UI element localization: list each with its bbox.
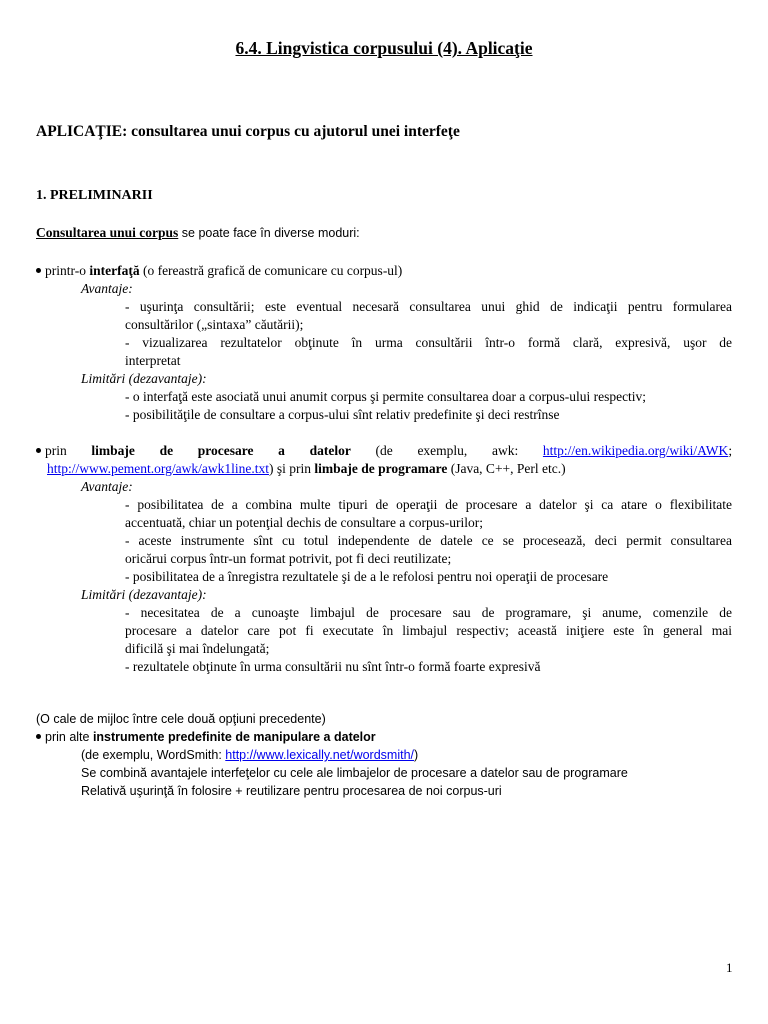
link-awk1line[interactable]: http://www.pement.org/awk/awk1line.txt [47, 461, 269, 476]
bullet-bold: interfaţă [89, 263, 140, 278]
word: prin [45, 443, 67, 458]
word: datelor [309, 443, 351, 458]
link-wordsmith[interactable]: http://www.lexically.net/wordsmith/ [225, 748, 415, 762]
word: limbaje [91, 443, 135, 458]
word: ; [728, 443, 733, 458]
middle-note: (O cale de mijloc între cele două opţiuni precedente) [36, 712, 326, 726]
advantage-line: consultărilor („sintaxa” căutării); [125, 317, 304, 332]
bullet-processing-languages-cont [47, 460, 566, 478]
text: ) [414, 748, 419, 762]
example-line [81, 746, 418, 764]
bullet-icon [36, 734, 41, 739]
bullet-interface [36, 262, 402, 280]
advantage-line: - posibilitatea de a combina multe tipuri de operaţii de procesare a datelor şi ca atare o flexibilitate [125, 497, 732, 512]
advantage-line: - aceste instrumente sînt cu totul independente de datele ce se procesează, deci permit consultarea [125, 533, 732, 548]
bullet-icon [36, 448, 41, 453]
limitation-line: dificilă şi mai îndelungată; [125, 641, 270, 656]
advantages-label: Avantaje: [81, 479, 133, 494]
bold-text: instrumente predefinite de manipulare a datelor [92, 730, 376, 744]
bullet-predefined-tools [36, 728, 376, 746]
limitation-line: - o interfaţă este asociată unui anumit corpus şi permite consultarea doar a corpus-ului respectiv; [125, 389, 647, 404]
section-heading: 1. PRELIMINARII [36, 188, 153, 203]
advantage-line: - uşurinţa consultării; este eventual necesară consultarea unui ghid de indicaţii pentru formularea [125, 299, 732, 314]
intro-bold: Consultarea unui corpus [36, 225, 179, 240]
bullet-processing-languages [36, 442, 732, 460]
limitation-line: - necesitatea de a cunoaşte limbajul de procesare sau de programare, şi anume, comenzile de [125, 605, 732, 620]
limitations-label: Limitări (dezavantaje): [81, 371, 207, 386]
note-line: Relativă uşurinţă în folosire + reutilizare pentru procesarea de noi corpus-uri [81, 784, 502, 798]
advantage-line: accentuată, chiar un potenţial dechis de consultare a corpus-urilor; [125, 515, 483, 530]
advantage-line: oricărui corpus într-un format potrivit, pot fi deci reutilizate; [125, 551, 452, 566]
page-number: 1 [726, 960, 733, 975]
link-wikipedia-awk[interactable]: http://en.wikipedia.org/wiki/AWK [542, 443, 729, 458]
bullet-lead: printr-o [45, 263, 90, 278]
limitations-label: Limitări (dezavantaje): [81, 587, 207, 602]
subtitle: APLICAŢIE: consultarea unui corpus cu ajutorul unei interfeţe [36, 123, 460, 140]
advantage-line: interpretat [125, 353, 181, 368]
word: de [159, 443, 174, 458]
word: exemplu, [417, 443, 468, 458]
word: (de [375, 443, 393, 458]
bullet-icon [36, 268, 41, 273]
word: procesare [197, 443, 254, 458]
text: prin alte [45, 730, 93, 744]
text: (de exemplu, WordSmith: [81, 748, 226, 762]
text: (Java, C++, Perl etc.) [447, 461, 566, 476]
limitation-line: - rezultatele obţinute în urma consultării nu sînt într-o formă foarte expresivă [125, 659, 541, 674]
page-title: 6.4. Lingvistica corpusului (4). Aplicaţie [235, 38, 533, 58]
word: awk: [491, 443, 519, 458]
limitation-line: procesare a datelor care pot fi executate în limbajul respectiv; această iniţiere este în general mai [125, 623, 732, 638]
word: a [278, 443, 285, 458]
bullet-rest: (o fereastră grafică de comunicare cu corpus-ul) [139, 263, 403, 278]
text: ) şi prin [268, 461, 315, 476]
intro-rest: se poate face în diverse moduri: [178, 226, 360, 240]
bold-text: limbaje de programare [314, 461, 448, 476]
advantage-line: - posibilitatea de a înregistra rezultatele şi de a le refolosi pentru noi operaţii de procesare [125, 569, 609, 584]
advantage-line: - vizualizarea rezultatelor obţinute în urma consultării într-o formă clară, expresivă, uşor de [125, 335, 732, 350]
intro-paragraph [36, 224, 360, 242]
advantages-label: Avantaje: [81, 281, 133, 296]
note-line: Se combină avantajele interfeţelor cu cele ale limbajelor de procesare a datelor sau de programare [81, 766, 628, 780]
limitation-line: - posibilităţile de consultare a corpus-ului sînt relativ predefinite şi deci restrînse [125, 407, 560, 422]
